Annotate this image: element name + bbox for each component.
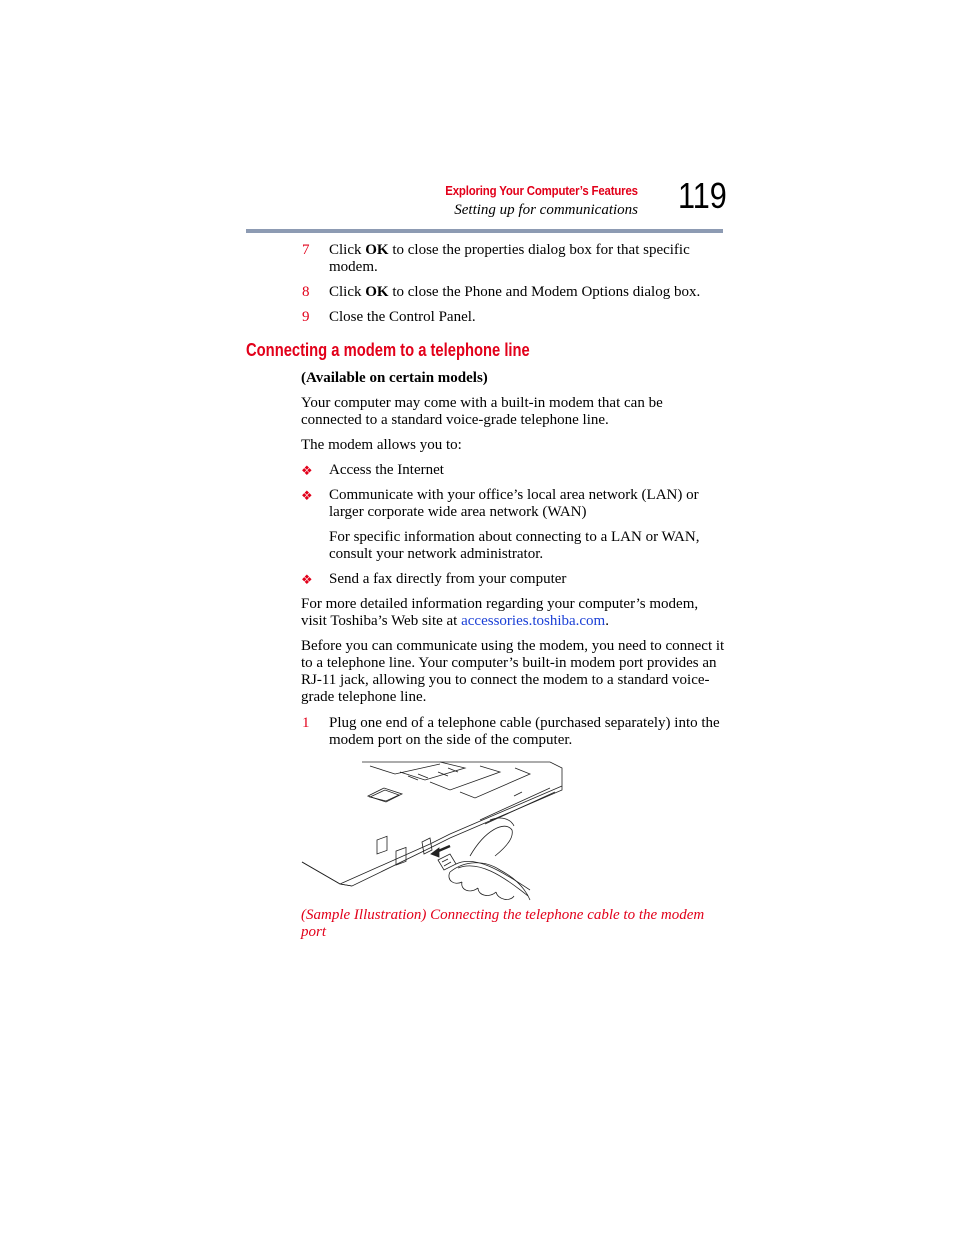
bullet-item: Access the Internet: [329, 462, 444, 478]
availability-note: (Available on certain models): [301, 370, 488, 386]
step-number: 1: [302, 715, 310, 731]
step-text: Click OK to close the Phone and Modem Options dialog box.: [329, 284, 701, 300]
bullet-icon: ❖: [301, 463, 313, 478]
header-rule: [246, 229, 723, 233]
bullet-icon: ❖: [301, 488, 313, 503]
before-paragraph: Before you can communicate using the modem, you need to connect it to a telephone line. Your computer’s built-in modem port provides an RJ-11 jack, allowing you to connect the modem to a standard voice-grade telephone line.: [301, 638, 725, 705]
intro-paragraph: Your computer may come with a built-in modem that can be connected to a standard voice-grade telephone line.: [301, 395, 663, 428]
figure-caption: (Sample Illustration) Connecting the telephone cable to the modem port: [301, 907, 705, 940]
toshiba-accessories-link[interactable]: accessories.toshiba.com: [461, 613, 606, 629]
modem-connection-illustration: [300, 760, 564, 906]
step-text: Plug one end of a telephone cable (purchased separately) into the modem port on the side of the computer.: [329, 715, 720, 748]
step-text: Click OK to close the properties dialog box for that specific modem.: [329, 242, 690, 275]
bullet-icon: ❖: [301, 572, 313, 587]
step-text: Close the Control Panel.: [329, 309, 476, 325]
step-number: 9: [302, 309, 310, 325]
allows-paragraph: The modem allows you to:: [301, 437, 462, 453]
section-title: Exploring Your Computer’s Features: [445, 183, 638, 198]
page-number: 119: [678, 175, 727, 216]
more-info-paragraph: For more detailed information regarding your computer’s modem, visit Toshiba’s Web site at accessories.toshiba.com.: [301, 596, 699, 629]
subsection-title: Setting up for communications: [454, 202, 638, 218]
step-number: 7: [302, 242, 310, 258]
step-number: 8: [302, 284, 310, 300]
section-heading: Connecting a modem to a telephone line: [246, 340, 530, 360]
lan-note: For specific information about connecting to a LAN or WAN, consult your network administrator.: [329, 529, 700, 562]
bullet-item: Send a fax directly from your computer: [329, 571, 567, 587]
bullet-item: Communicate with your office’s local area network (LAN) or larger corporate wide area network (WAN): [329, 487, 699, 520]
